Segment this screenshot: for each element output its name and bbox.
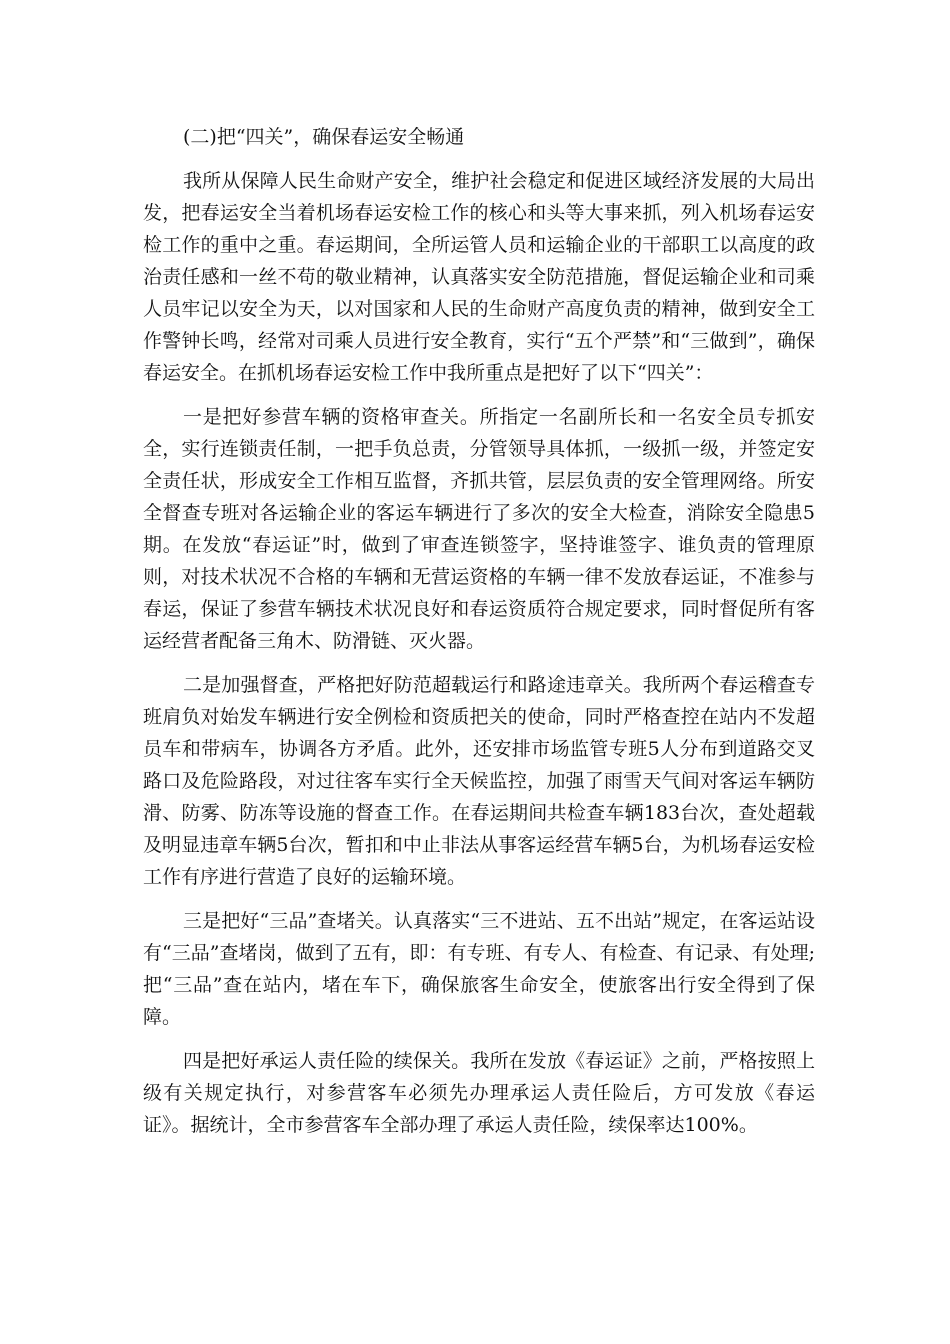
document-body: [143, 121, 815, 1153]
section-heading: (二)把“四关”，确保春运安全畅通: [183, 126, 465, 148]
paragraph-overload-supervision: 二是加强督查，严格把好防范超载运行和路途违章关。我所两个春运稽查专班肩负对始发车辆进行安全例检和资质把关的使命，同时严格查控在站内不发超员车和带病车，协调各方矛盾。此外，还安排市场监管专班5人分布到道路交叉路口及危险路段，对过往客车实行全天候监控，加强了雨雪天气间对客运车辆防滑、防雾、防冻等设施的督查工作。在春运期间共检查车辆183台次，查处超载及明显违章车辆5台次，暂扣和中止非法从事客运经营车辆5台，为机场春运安检工作有序进行营造了良好的运输环境。: [143, 674, 815, 888]
paragraph-three-goods-inspection: 三是把好“三品”查堵关。认真落实“三不进站、五不出站”规定，在客运站设有“三品”查堵岗，做到了五有，即：有专班、有专人、有检查、有记录、有处理;把“三品”查在站内，堵在车下，确保旅客生命安全，使旅客出行安全得到了保障。: [143, 910, 815, 1028]
paragraph-liability-insurance: 四是把好承运人责任险的续保关。我所在发放《春运证》之前，严格按照上级有关规定执行，对参营客车必须先办理承运人责任险后，方可发放《春运证》。据统计，全市参营客车全部办理了承运人责任险，续保率达100%。: [143, 1050, 815, 1136]
paragraph-intro: 我所从保障人民生命财产安全，维护社会稳定和促进区域经济发展的大局出发，把春运安全当着机场春运安检工作的核心和头等大事来抓，列入机场春运安检工作的重中之重。春运期间，全所运管人员和运输企业的干部职工以高度的政治责任感和一丝不苟的敬业精神，认真落实安全防范措施，督促运输企业和司乘人员牢记以安全为天，以对国家和人民的生命财产高度负责的精神，做到安全工作警钟长鸣，经常对司乘人员进行安全教育，实行“五个严禁”和“三做到”，确保春运安全。在抓机场春运安检工作中我所重点是把好了以下“四关”：: [143, 170, 815, 384]
paragraph-vehicle-qualification: 一是把好参营车辆的资格审查关。所指定一名副所长和一名安全员专抓安全，实行连锁责任制，一把手负总责，分管领导具体抓，一级抓一级，并签定安全责任状，形成安全工作相互监督，齐抓共管，层层负责的安全管理网络。所安全督查专班对各运输企业的客运车辆进行了多次的安全大检查，消除安全隐患5期。在发放“春运证”时，做到了审查连锁签字，坚持谁签字、谁负责的管理原则，对技术状况不合格的车辆和无营运资格的车辆一律不发放春运证，不准参与春运，保证了参营车辆技术状况良好和春运资质符合规定要求，同时督促所有客运经营者配备三角木、防滑链、灭火器。: [143, 406, 815, 652]
